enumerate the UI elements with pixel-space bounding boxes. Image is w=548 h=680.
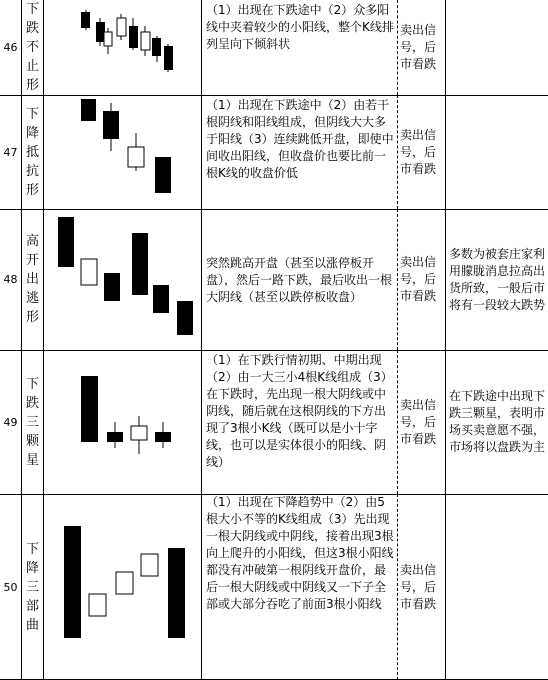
row-number: 46	[3, 41, 18, 54]
bearish-candle	[177, 301, 193, 335]
pattern-name: 下降抵抗形	[21, 95, 43, 209]
pattern-note	[445, 0, 548, 95]
row-number: 48	[3, 273, 18, 286]
bullish-candle	[104, 32, 112, 46]
candlestick-chart	[44, 209, 202, 350]
pattern-name: 下跌三颗星	[21, 350, 43, 494]
table-row	[0, 209, 548, 350]
trade-signal: 卖出信号，后市看跌	[397, 209, 445, 350]
bearish-candle	[129, 26, 138, 48]
bearish-candle	[132, 233, 148, 295]
pattern-chart	[43, 209, 201, 350]
small-bullish-candle	[141, 554, 158, 576]
bullish-candle	[128, 147, 144, 167]
bearish-candle	[81, 376, 98, 442]
bearish-candle	[155, 157, 171, 193]
trade-signal: 卖出信号，后市看跌	[397, 95, 445, 209]
pattern-name: 高开出逃形	[21, 209, 43, 350]
small-bullish-candle	[116, 572, 133, 594]
pattern-note: 在下跌途中出现下跌三颗星，表明市场买卖意愿不强，市场将以盘跌为主	[445, 350, 548, 494]
bearish-candle	[58, 217, 74, 267]
pattern-description: （1）出现在下降趋势中（2）由5根大小不等的K线组成（3）先出现一根大阴线或中阴线，接着出现3根向上爬升的小阳线，但这3根小阳线都没有冲破第一根阴线开盘价，最后一根大阴线或中阴线又一下子全部或大部分吞吃了前面3根小阳线	[201, 494, 397, 680]
pattern-note: 多数为被套庄家利用朦胧消息拉高出货所致，一般后市将有一段较大跌势	[445, 209, 548, 350]
bearish-candle	[152, 38, 161, 56]
row-number: 49	[3, 415, 18, 429]
pattern-chart	[43, 0, 201, 95]
candlestick-chart	[44, 350, 202, 494]
pattern-chart	[43, 350, 201, 494]
candlestick-chart	[44, 0, 202, 95]
bearish-candle	[164, 46, 173, 70]
bullish-candle	[81, 259, 97, 285]
small-bearish-candle	[155, 432, 171, 442]
bearish-candle	[81, 12, 90, 28]
candlestick-chart	[44, 95, 202, 209]
table-row	[0, 494, 548, 680]
trade-signal: 卖出信号，后市看跌	[397, 350, 445, 494]
bearish-candle	[81, 99, 96, 121]
bearish-candle	[64, 526, 81, 638]
table-row	[0, 350, 548, 494]
pattern-chart	[43, 95, 201, 209]
trade-signal: 卖出信号，后市看跌	[397, 494, 445, 680]
pattern-note	[445, 95, 548, 209]
trade-signal: 卖出信号，后市看跌	[397, 0, 445, 95]
table-row	[0, 0, 548, 95]
row-number: 50	[3, 580, 18, 594]
bullish-candle	[117, 18, 126, 36]
pattern-name: 下降三部曲	[21, 494, 43, 680]
pattern-description: （1）出现在下跌途中（2）众多阳线中夹着较少的小阳线，整个K线排列呈向下倾斜状	[201, 0, 397, 95]
small-bullish-candle	[89, 594, 106, 616]
pattern-description: （1）出现在下跌途中（2）由若干根阴线和阳线组成，但阴线大大多于阳线（3）连续跳低开盘，即使中间收出阳线，但收盘价也要比前一根K线的收盘价低	[201, 95, 397, 209]
bearish-candle	[153, 285, 169, 313]
bearish-candle	[103, 111, 119, 139]
row-number: 47	[3, 145, 18, 159]
pattern-chart	[43, 494, 201, 680]
table-row	[0, 95, 548, 209]
bearish-candle	[168, 548, 185, 638]
candlestick-chart	[44, 494, 202, 680]
bullish-candle	[141, 32, 150, 50]
pattern-name: 下跌不止形	[21, 0, 43, 95]
small-bearish-candle	[107, 432, 123, 442]
pattern-note	[445, 494, 548, 680]
small-bullish-candle	[131, 426, 147, 440]
pattern-description: （1）在下跌行情初期、中期出现（2）由一大三小4根K线组成（3）在下跌时，先出现一根大阴线或中阴线，随后就在这根阴线的下方出现了3根小K线（既可以是小十字线，也可以是实体很小的阳线、阴线）	[201, 350, 397, 494]
bearish-candle	[104, 273, 120, 301]
pattern-description: 突然跳高开盘（甚至以涨停板开盘），然后一路下跌，最后收出一根大阴线（甚至以跌停板收盘）	[201, 209, 397, 350]
